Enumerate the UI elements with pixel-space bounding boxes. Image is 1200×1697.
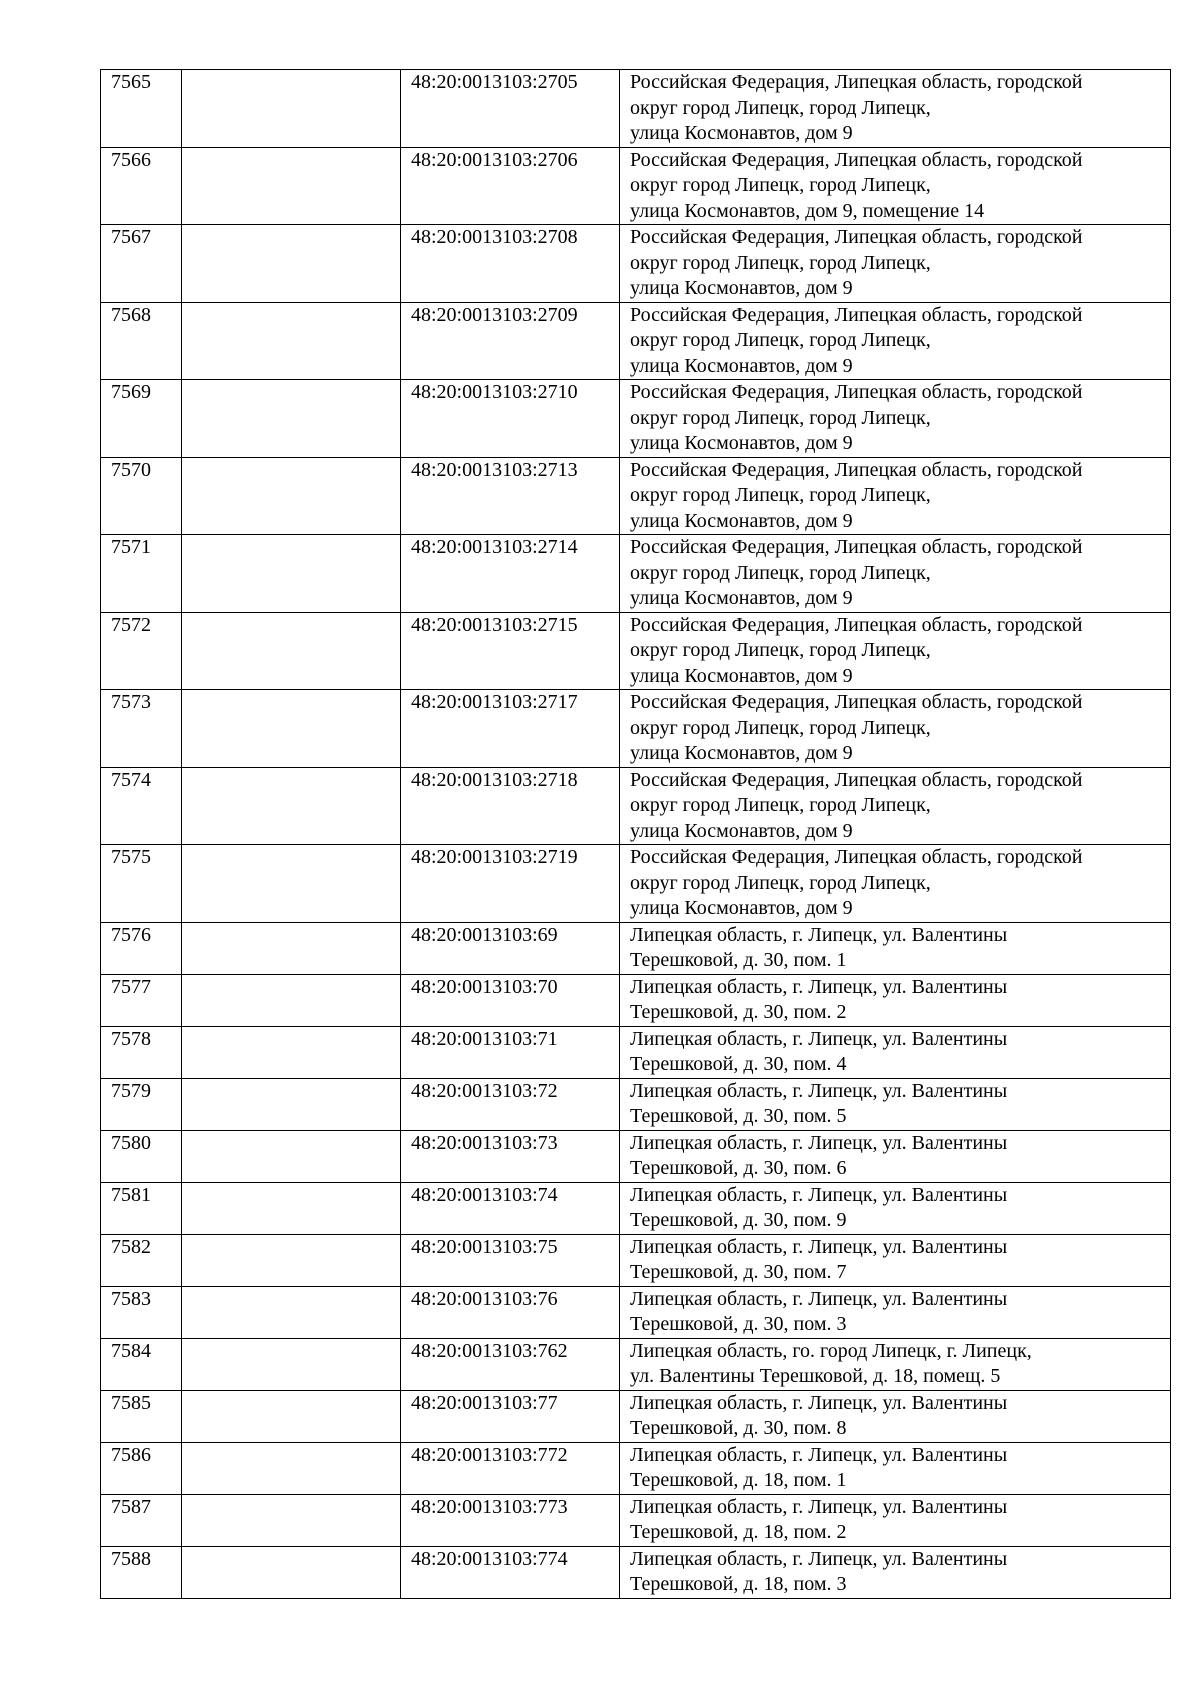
registry-table [100, 69, 1171, 1599]
row-number-cell: 7576 [101, 922, 182, 974]
address-cell [620, 1338, 1171, 1390]
address-line: округ город Липецк, город Липецк, [630, 251, 931, 274]
address-line: Терешковой, д. 18, пом. 2 [630, 1521, 847, 1543]
address-line: Липецкая область, г. Липецк, ул. Валентины [630, 1547, 1008, 1570]
table-row [101, 1182, 1171, 1234]
cadastral-number-cell: 48:20:0013103:2719 [401, 845, 620, 923]
row-number-cell: 7566 [101, 147, 182, 225]
address-cell [620, 767, 1171, 845]
address-line: Терешковой, д. 18, пом. 1 [630, 1469, 847, 1491]
cadastral-number-cell: 48:20:0013103:70 [401, 974, 620, 1026]
table-row [101, 612, 1171, 690]
address-cell [620, 70, 1171, 148]
empty-cell [182, 1182, 401, 1234]
cadastral-number-cell: 48:20:0013103:2710 [401, 380, 620, 458]
row-number-cell: 7568 [101, 302, 182, 380]
row-number-cell: 7572 [101, 612, 182, 690]
address-line: Липецкая область, г. Липецк, ул. Валентины [630, 923, 1008, 946]
address-line: улица Космонавтов, дом 9, помещение 14 [630, 199, 985, 222]
empty-cell [182, 922, 401, 974]
empty-cell [182, 1338, 401, 1390]
address-line: улица Космонавтов, дом 9 [630, 897, 853, 919]
row-number-cell: 7577 [101, 974, 182, 1026]
address-line: округ город Липецк, город Липецк, [630, 174, 931, 196]
address-line: улица Космонавтов, дом 9 [630, 354, 853, 377]
registry-table-body [101, 70, 1171, 1599]
address-cell [620, 535, 1171, 613]
table-row [101, 1286, 1171, 1338]
address-line: Липецкая область, г. Липецк, ул. Валентины [630, 975, 1008, 998]
row-number-cell: 7575 [101, 845, 182, 923]
address-line: Российская Федерация, Липецкая область, городской [630, 303, 1083, 326]
address-line: Терешковой, д. 30, пом. 6 [630, 1157, 847, 1179]
row-number-cell: 7584 [101, 1338, 182, 1390]
cadastral-number-cell: 48:20:0013103:72 [401, 1078, 620, 1130]
table-row [101, 380, 1171, 458]
address-line: улица Космонавтов, дом 9 [630, 277, 853, 299]
table-row [101, 767, 1171, 845]
cadastral-number-cell: 48:20:0013103:2709 [401, 302, 620, 380]
address-cell [620, 1494, 1171, 1546]
address-line: округ город Липецк, город Липецк, [630, 406, 931, 429]
table-row [101, 147, 1171, 225]
empty-cell [182, 1130, 401, 1182]
address-line: округ город Липецк, город Липецк, [630, 96, 931, 119]
empty-cell [182, 147, 401, 225]
table-row [101, 1130, 1171, 1182]
table-row [101, 845, 1171, 923]
address-line: округ город Липецк, город Липецк, [630, 794, 931, 816]
row-number-cell: 7585 [101, 1390, 182, 1442]
cadastral-number-cell: 48:20:0013103:2714 [401, 535, 620, 613]
address-line: округ город Липецк, город Липецк, [630, 639, 931, 661]
address-line: Липецкая область, г. Липецк, ул. Валентины [630, 1391, 1008, 1414]
row-number-cell: 7578 [101, 1026, 182, 1078]
address-cell [620, 690, 1171, 768]
address-line: Липецкая область, г. Липецк, ул. Валентины [630, 1131, 1008, 1154]
address-line: Российская Федерация, Липецкая область, городской [630, 536, 1083, 558]
address-cell [620, 1026, 1171, 1078]
cadastral-number-cell: 48:20:0013103:2715 [401, 612, 620, 690]
address-cell [620, 380, 1171, 458]
cadastral-number-cell: 48:20:0013103:76 [401, 1286, 620, 1338]
address-line: Терешковой, д. 30, пом. 2 [630, 1001, 847, 1023]
empty-cell [182, 380, 401, 458]
address-line: Липецкая область, г. Липецк, ул. Валентины [630, 1443, 1008, 1466]
cadastral-number-cell: 48:20:0013103:774 [401, 1546, 620, 1598]
table-row [101, 1546, 1171, 1598]
address-line: округ город Липецк, город Липецк, [630, 484, 931, 506]
empty-cell [182, 845, 401, 923]
empty-cell [182, 612, 401, 690]
table-row [101, 1078, 1171, 1130]
empty-cell [182, 1026, 401, 1078]
row-number-cell: 7569 [101, 380, 182, 458]
address-line: Терешковой, д. 18, пом. 3 [630, 1573, 847, 1595]
address-line: Российская Федерация, Липецкая область, городской [630, 768, 1083, 791]
address-line: Российская Федерация, Липецкая область, городской [630, 613, 1083, 636]
address-cell [620, 1390, 1171, 1442]
address-line: Терешковой, д. 30, пом. 5 [630, 1105, 847, 1127]
row-number-cell: 7565 [101, 70, 182, 148]
cadastral-number-cell: 48:20:0013103:762 [401, 1338, 620, 1390]
address-line: округ город Липецк, город Липецк, [630, 871, 931, 894]
table-row [101, 70, 1171, 148]
address-cell [620, 1182, 1171, 1234]
address-line: Терешковой, д. 30, пом. 3 [630, 1313, 847, 1335]
address-cell [620, 225, 1171, 303]
row-number-cell: 7587 [101, 1494, 182, 1546]
empty-cell [182, 1494, 401, 1546]
cadastral-number-cell: 48:20:0013103:2718 [401, 767, 620, 845]
cadastral-number-cell: 48:20:0013103:69 [401, 922, 620, 974]
row-number-cell: 7580 [101, 1130, 182, 1182]
table-row [101, 922, 1171, 974]
empty-cell [182, 1234, 401, 1286]
address-line: Российская Федерация, Липецкая область, городской [630, 226, 1083, 248]
table-row [101, 1234, 1171, 1286]
table-row [101, 1390, 1171, 1442]
address-line: улица Космонавтов, дом 9 [630, 819, 853, 842]
table-row [101, 1442, 1171, 1494]
table-row [101, 535, 1171, 613]
address-line: округ город Липецк, город Липецк, [630, 561, 931, 584]
address-line: Российская Федерация, Липецкая область, городской [630, 691, 1083, 713]
cadastral-number-cell: 48:20:0013103:2713 [401, 457, 620, 535]
empty-cell [182, 1442, 401, 1494]
empty-cell [182, 302, 401, 380]
address-cell [620, 922, 1171, 974]
empty-cell [182, 70, 401, 148]
address-cell [620, 1234, 1171, 1286]
address-line: Липецкая область, го. город Липецк, г. Липецк, [630, 1339, 1032, 1362]
address-line: Терешковой, д. 30, пом. 4 [630, 1053, 847, 1075]
cadastral-number-cell: 48:20:0013103:2708 [401, 225, 620, 303]
address-line: округ город Липецк, город Липецк, [630, 716, 931, 739]
row-number-cell: 7570 [101, 457, 182, 535]
address-line: улица Космонавтов, дом 9 [630, 122, 853, 144]
table-row [101, 225, 1171, 303]
empty-cell [182, 1546, 401, 1598]
table-row [101, 1338, 1171, 1390]
address-line: Терешковой, д. 30, пом. 9 [630, 1209, 847, 1231]
empty-cell [182, 1286, 401, 1338]
empty-cell [182, 535, 401, 613]
address-cell [620, 302, 1171, 380]
cadastral-number-cell: 48:20:0013103:773 [401, 1494, 620, 1546]
empty-cell [182, 1390, 401, 1442]
address-line: Липецкая область, г. Липецк, ул. Валентины [630, 1287, 1008, 1310]
address-line: ул. Валентины Терешковой, д. 18, помещ. 5 [630, 1365, 1001, 1387]
cadastral-number-cell: 48:20:0013103:2706 [401, 147, 620, 225]
address-line: Терешковой, д. 30, пом. 1 [630, 949, 847, 971]
address-line: улица Космонавтов, дом 9 [630, 664, 853, 687]
table-row [101, 1026, 1171, 1078]
row-number-cell: 7571 [101, 535, 182, 613]
address-line: Российская Федерация, Липецкая область, городской [630, 458, 1083, 481]
cadastral-number-cell: 48:20:0013103:2717 [401, 690, 620, 768]
address-line: улица Космонавтов, дом 9 [630, 509, 853, 532]
address-line: Липецкая область, г. Липецк, ул. Валентины [630, 1235, 1008, 1258]
row-number-cell: 7574 [101, 767, 182, 845]
address-cell [620, 1130, 1171, 1182]
row-number-cell: 7567 [101, 225, 182, 303]
cadastral-number-cell: 48:20:0013103:772 [401, 1442, 620, 1494]
address-cell [620, 845, 1171, 923]
address-line: Липецкая область, г. Липецк, ул. Валентины [630, 1495, 1008, 1518]
table-row [101, 1494, 1171, 1546]
row-number-cell: 7582 [101, 1234, 182, 1286]
row-number-cell: 7573 [101, 690, 182, 768]
address-line: Липецкая область, г. Липецк, ул. Валентины [630, 1183, 1008, 1206]
empty-cell [182, 225, 401, 303]
table-row [101, 302, 1171, 380]
address-cell [620, 1442, 1171, 1494]
row-number-cell: 7588 [101, 1546, 182, 1598]
address-line: Российская Федерация, Липецкая область, городской [630, 381, 1083, 403]
address-line: улица Космонавтов, дом 9 [630, 587, 853, 609]
address-line: Российская Федерация, Липецкая область, городской [630, 148, 1083, 171]
cadastral-number-cell: 48:20:0013103:74 [401, 1182, 620, 1234]
address-cell [620, 457, 1171, 535]
empty-cell [182, 457, 401, 535]
cadastral-number-cell: 48:20:0013103:75 [401, 1234, 620, 1286]
row-number-cell: 7579 [101, 1078, 182, 1130]
cadastral-number-cell: 48:20:0013103:71 [401, 1026, 620, 1078]
empty-cell [182, 974, 401, 1026]
empty-cell [182, 767, 401, 845]
row-number-cell: 7581 [101, 1182, 182, 1234]
table-row [101, 457, 1171, 535]
address-line: Терешковой, д. 30, пом. 8 [630, 1417, 847, 1439]
address-cell [620, 612, 1171, 690]
address-cell [620, 147, 1171, 225]
row-number-cell: 7586 [101, 1442, 182, 1494]
address-line: Российская Федерация, Липецкая область, городской [630, 71, 1083, 93]
table-row [101, 974, 1171, 1026]
cadastral-number-cell: 48:20:0013103:77 [401, 1390, 620, 1442]
address-line: Липецкая область, г. Липецк, ул. Валентины [630, 1079, 1008, 1102]
address-cell [620, 1078, 1171, 1130]
cadastral-number-cell: 48:20:0013103:73 [401, 1130, 620, 1182]
table-row [101, 690, 1171, 768]
address-line: Терешковой, д. 30, пом. 7 [630, 1261, 847, 1283]
address-line: округ город Липецк, город Липецк, [630, 329, 931, 351]
row-number-cell: 7583 [101, 1286, 182, 1338]
empty-cell [182, 690, 401, 768]
address-cell [620, 1286, 1171, 1338]
address-line: улица Космонавтов, дом 9 [630, 742, 853, 764]
address-cell [620, 1546, 1171, 1598]
address-line: улица Космонавтов, дом 9 [630, 432, 853, 454]
cadastral-number-cell: 48:20:0013103:2705 [401, 70, 620, 148]
empty-cell [182, 1078, 401, 1130]
address-cell [620, 974, 1171, 1026]
address-line: Липецкая область, г. Липецк, ул. Валентины [630, 1027, 1008, 1050]
address-line: Российская Федерация, Липецкая область, городской [630, 846, 1083, 868]
